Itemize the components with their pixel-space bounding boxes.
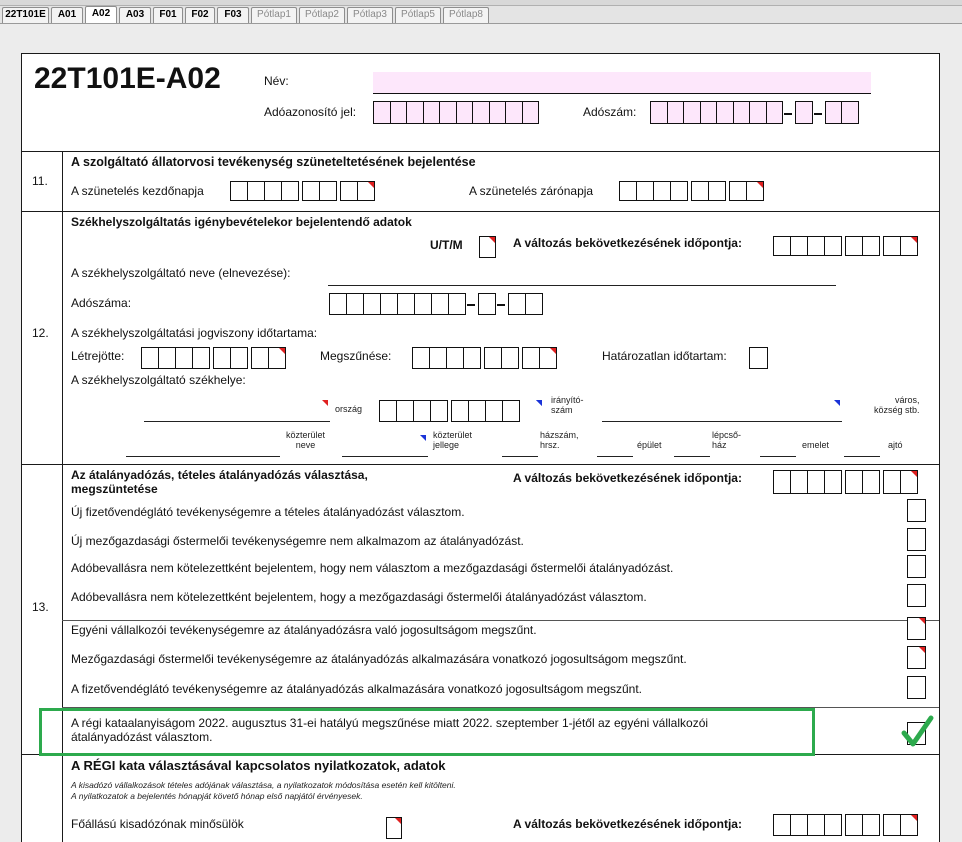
digit-box[interactable] [489,101,507,124]
duration-label: A székhelyszolgáltatási jogviszony időtartama: [71,326,318,340]
digit-box[interactable] [501,347,519,369]
digit-box[interactable] [862,814,880,836]
digit-box[interactable] [484,347,502,369]
tab-f03[interactable]: F03 [217,7,249,23]
digit-box[interactable] [807,236,825,256]
digit-box[interactable] [451,400,469,422]
digit-box[interactable] [505,101,523,124]
separator-dash [497,304,505,306]
s13-option-checkbox[interactable] [907,555,926,578]
zip-label: irányító- szám [551,395,584,415]
digit-box[interactable] [192,347,210,369]
tab-pótlap3[interactable]: Pótlap3 [347,7,393,23]
digit-box[interactable] [251,347,269,369]
digit-box[interactable] [900,470,918,494]
digit-box[interactable] [716,101,734,124]
digit-box[interactable] [667,101,685,124]
digit-box[interactable] [446,347,464,369]
digit-box[interactable] [230,181,248,201]
s13-option-label: A fizetővendéglátó tevékenységemre az átalányadózás alkalmazására vonatkozó jogosultságom megszűnt. [71,682,643,696]
city-input[interactable] [602,421,842,422]
digit-box[interactable] [319,181,337,201]
digit-box[interactable] [900,236,918,256]
highlight-text-line2: átalányadózást választom. [71,730,213,744]
form-code: 22T101E-A02 [34,62,221,95]
digit-box[interactable] [522,347,540,369]
digit-box[interactable] [448,293,466,315]
floor-label: emelet [802,440,830,450]
s13-option-checkbox[interactable] [907,499,926,522]
s13-change-date-label: A változás bekövetkezésének időpontja: [513,471,742,485]
digit-box[interactable] [691,181,709,201]
digit-box[interactable] [346,293,364,315]
digit-box[interactable] [363,293,381,315]
section-11-title: A szolgáltató állatorvosi tevékenység szüneteltetésének bejelentése [71,155,476,169]
section-11-number: 11. [32,174,48,188]
digit-box[interactable] [485,400,503,422]
digit-box[interactable] [390,101,408,124]
section-14-title: A RÉGI kata választásával kapcsolatos nyilatkozatok, adatok [71,758,446,773]
digit-box[interactable] [862,470,880,494]
digit-box[interactable] [845,236,863,256]
provider-name-label: A székhelyszolgáltató neve (elnevezése): [71,266,291,280]
indefinite-label: Határozatlan időtartam: [602,349,727,363]
digit-box[interactable] [431,293,449,315]
digit-box[interactable] [636,181,654,201]
suspension-end-label: A szünetelés zárónapja [469,184,594,198]
staircase-label: lépcső- ház [712,430,742,450]
digit-box[interactable] [213,347,231,369]
staircase-input[interactable] [674,456,710,457]
digit-box[interactable] [773,236,791,256]
door-input[interactable] [844,456,880,457]
digit-box[interactable] [650,101,668,124]
tab-pótlap1[interactable]: Pótlap1 [251,7,297,23]
digit-box[interactable] [502,400,520,422]
digit-box[interactable] [522,101,540,124]
digit-box[interactable] [230,347,248,369]
s13-option-checkbox[interactable] [907,584,926,607]
tab-pótlap5[interactable]: Pótlap5 [395,7,441,23]
street-type-label: közterület jellege [433,430,473,450]
main-job-label: Főállású kisadózónak minősülök [71,817,244,831]
tab-22t101e[interactable]: 22T101E [2,7,49,23]
digit-box[interactable] [824,470,842,494]
name-input[interactable] [373,72,871,94]
digit-box[interactable] [749,101,767,124]
tax-number-label: Adószám: [583,105,637,119]
section-13-title: Az átalányadózás, tételes átalányadózás választása, megszüntetése [71,468,368,496]
digit-box[interactable] [508,293,526,315]
digit-box[interactable] [790,236,808,256]
highlight-frame [39,708,815,756]
digit-box[interactable] [247,181,265,201]
digit-box[interactable] [397,293,415,315]
digit-box[interactable] [807,470,825,494]
seat-label: A székhelyszolgáltató székhelye: [71,373,246,387]
tab-pótlap2[interactable]: Pótlap2 [299,7,345,23]
provider-tax-number-label: Adószáma: [71,296,132,310]
main-job-checkbox[interactable] [386,817,402,839]
provider-name-input[interactable] [328,285,836,286]
s13-option-label: Mezőgazdasági őstermelői tevékenységemre az átalányadózás alkalmazására vonatkozó jogosultságom megszűnt. [71,652,687,666]
street-name-input[interactable] [126,456,280,457]
section-12-title: Székhelyszolgáltatás igénybevételekor bejelentendő adatok [71,215,412,229]
separator-dash [784,113,792,115]
separator-dash [467,304,475,306]
tab-bar [0,6,962,24]
digit-box[interactable] [406,101,424,124]
digit-box[interactable] [670,181,688,201]
suspension-start-label: A szünetelés kezdőnapja [71,184,204,198]
separator-dash [814,113,822,115]
s13-option-label: Egyéni vállalkozói tevékenységemre az átalányadózásra való jogosultságom megszűnt. [71,623,537,637]
tab-pótlap8[interactable]: Pótlap8 [443,7,489,23]
digit-box[interactable] [795,101,813,124]
digit-box[interactable] [175,347,193,369]
digit-box[interactable] [733,101,751,124]
tax-id-label: Adóazonosító jel: [264,105,357,119]
highlight-checkbox[interactable] [907,722,926,745]
ended-label: Megszűnése: [320,349,392,363]
created-label: Létrejötte: [71,349,125,363]
indefinite-checkbox[interactable] [749,347,768,369]
digit-box[interactable] [729,181,747,201]
digit-box[interactable] [141,347,159,369]
section-14-note2: A nyilatkozatok a bejelentés hónapját követő hónap első napjától érvényesek. [71,791,363,801]
digit-box[interactable] [845,470,863,494]
tab-a03[interactable]: A03 [119,7,151,23]
digit-box[interactable] [340,181,358,201]
digit-box[interactable] [468,400,486,422]
s13-option-checkbox[interactable] [907,528,926,551]
city-label: város, község stb. [874,395,920,415]
digit-box[interactable] [478,293,496,315]
digit-box[interactable] [708,181,726,201]
digit-box[interactable] [683,101,701,124]
digit-box[interactable] [790,814,808,836]
section-14-note1: A kisadózó vállalkozások tételes adójának választása, a nyilatkozatok módosítása esetén kell kitölteni. [71,780,456,790]
digit-box[interactable] [379,400,397,422]
tab-a01[interactable]: A01 [51,7,83,23]
digit-box[interactable] [619,181,637,201]
digit-box[interactable] [396,400,414,422]
door-label: ajtó [888,440,903,450]
tab-f02[interactable]: F02 [185,7,215,23]
digit-box[interactable] [357,181,375,201]
tab-a02[interactable]: A02 [85,6,117,23]
digit-box[interactable] [653,181,671,201]
digit-box[interactable] [380,293,398,315]
digit-box[interactable] [268,347,286,369]
s12-change-date-label: A változás bekövetkezésének időpontja: [513,236,742,250]
digit-box[interactable] [439,101,457,124]
digit-box[interactable] [766,101,784,124]
digit-box[interactable] [862,236,880,256]
digit-box[interactable] [773,814,791,836]
digit-box[interactable] [900,814,918,836]
section-12-number: 12. [32,326,49,340]
digit-box[interactable] [845,814,863,836]
digit-box[interactable] [329,293,347,315]
building-label: épület [637,440,662,450]
name-label: Név: [264,74,289,88]
section-13-number: 13. [32,600,49,614]
digit-box[interactable] [807,814,825,836]
s13-option-label: Új mezőgazdasági őstermelői tevékenységemre nem alkalmazom az átalányadózást. [71,534,524,548]
digit-box[interactable] [158,347,176,369]
highlight-text-line1: A régi kataalanyiságom 2022. augusztus 31-ei hatályú megszűnése miatt 2022. szeptember 1-jétől az egyéni vállalkozói [71,716,709,730]
utm-label: U/T/M [430,238,463,252]
digit-box[interactable] [302,181,320,201]
digit-box[interactable] [539,347,557,369]
house-number-input[interactable] [502,456,538,457]
street-name-label: közterület neve [286,430,326,450]
tab-f01[interactable]: F01 [153,7,183,23]
digit-box[interactable] [264,181,282,201]
digit-box[interactable] [883,236,901,256]
digit-box[interactable] [746,181,764,201]
digit-box[interactable] [472,101,490,124]
checkmark-icon [907,722,926,745]
digit-box[interactable] [430,400,448,422]
s13-option-checkbox[interactable] [907,646,926,669]
country-input[interactable] [144,421,330,422]
digit-box[interactable] [883,470,901,494]
digit-box[interactable] [825,101,843,124]
digit-box[interactable] [456,101,474,124]
digit-box[interactable] [790,470,808,494]
s13-option-checkbox[interactable] [907,617,926,640]
digit-box[interactable] [281,181,299,201]
digit-box[interactable] [429,347,447,369]
s13-option-label: Új fizetővendéglátó tevékenységemre a tételes átalányadózást választom. [71,505,465,519]
s13-option-label: Adóbevallásra nem kötelezettként bejelentem, hogy nem választom a mezőgazdasági őstermelői átalányadózást. [71,561,674,575]
digit-box[interactable] [413,400,431,422]
house-number-label: házszám, hrsz. [540,430,579,450]
digit-box[interactable] [824,814,842,836]
digit-box[interactable] [525,293,543,315]
s14-change-date-label: A változás bekövetkezésének időpontja: [513,817,742,831]
s13-option-checkbox[interactable] [907,676,926,699]
building-input[interactable] [597,456,633,457]
digit-box[interactable] [412,347,430,369]
s13-option-label: Adóbevallásra nem kötelezettként bejelentem, hogy a mezőgazdasági őstermelői átalányadózást választom. [71,590,647,604]
digit-box[interactable] [423,101,441,124]
digit-box[interactable] [373,101,391,124]
digit-box[interactable] [773,470,791,494]
digit-box[interactable] [463,347,481,369]
digit-box[interactable] [414,293,432,315]
digit-box[interactable] [700,101,718,124]
country-label: ország [335,404,363,414]
digit-box[interactable] [841,101,859,124]
floor-input[interactable] [760,456,796,457]
digit-box[interactable] [824,236,842,256]
street-type-input[interactable] [342,456,428,457]
utm-input[interactable] [479,236,496,258]
digit-box[interactable] [883,814,901,836]
